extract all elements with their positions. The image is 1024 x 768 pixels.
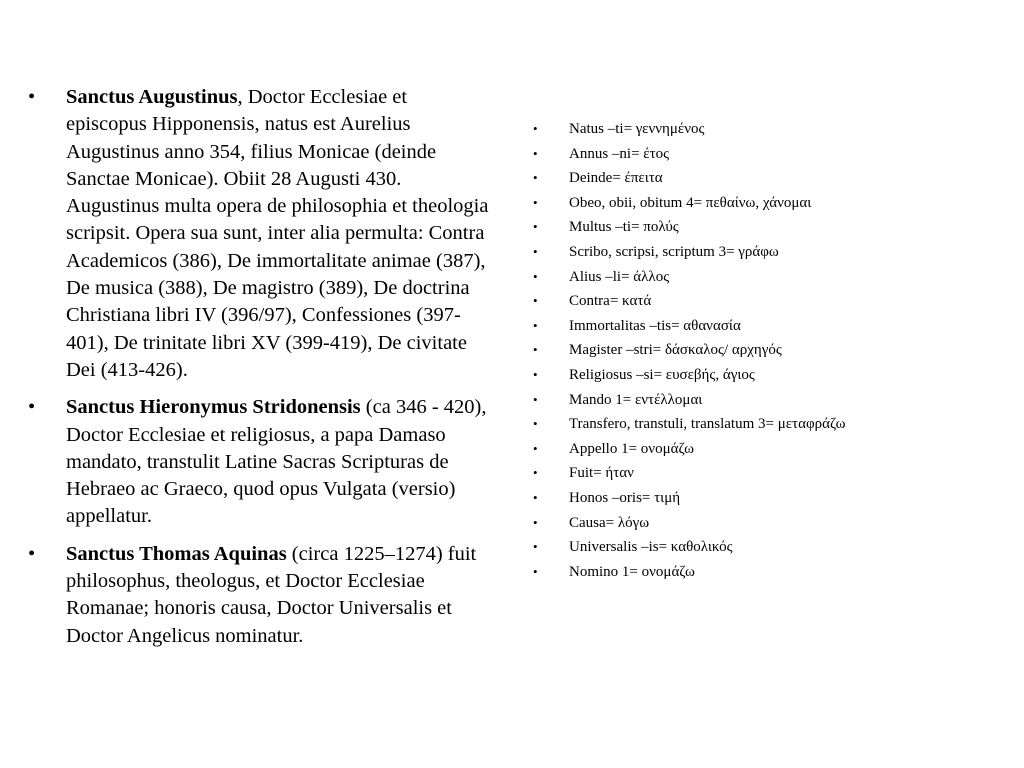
vocab-text: Natus –ti= γεννημένος xyxy=(569,121,705,137)
vocab-text: Transfero, transtuli, translatum 3= μεταφράζω xyxy=(569,416,846,433)
vocab-text: Honos –oris= τιμή xyxy=(569,489,681,506)
saints-list xyxy=(24,84,490,650)
saints-text-column xyxy=(24,84,490,660)
vocab-text: Deinde= έπειτα xyxy=(569,170,663,187)
bullet: • xyxy=(28,542,36,565)
saint-description: , Doctor Ecclesiae et episcopus Hipponensis, natus est Aurelius Augustinus anno 354, filius Monicae (deinde Sanctae Monicae). Obiit 28 Augusti 430. Augustinus multa opera de philosophia et theologia scripsit. Opera sua sunt, inter alia permulta: Contra Academicos (386), De immortalitate animae (387), De musica (388), De magistro (389), De doctrina Christiana libri IV (396/97), Confessiones (397-401), De trinitate libri XV (399-419), De civitate Dei (413-426). xyxy=(66,86,489,381)
vocab-item xyxy=(532,437,1002,462)
bullet: • xyxy=(533,293,538,309)
vocab-item xyxy=(532,461,1002,486)
vocab-text: Scribo, scripsi, scriptum 3= γράφω xyxy=(569,243,779,260)
bullet: • xyxy=(533,514,538,530)
vocab-text: Causa= λόγω xyxy=(569,514,650,531)
vocab-item xyxy=(532,142,1002,167)
bullet: • xyxy=(533,145,538,161)
saint-description: (circa 1225–1274) fuit philosophus, theologus, et Doctor Ecclesiae Romanae; honoris causa, Doctor Universalis et Doctor Angelicus nominatur. xyxy=(66,542,477,647)
vocab-item xyxy=(532,560,1002,585)
bullet: • xyxy=(533,416,538,432)
bullet: • xyxy=(533,219,538,235)
vocab-text: Appello 1= ονομάζω xyxy=(569,440,695,457)
bullet: • xyxy=(533,440,538,456)
vocab-item xyxy=(532,314,1002,339)
bullet: • xyxy=(533,268,538,284)
bullet: • xyxy=(533,489,538,505)
bullet: • xyxy=(533,342,538,358)
vocab-text: Magister –stri= δάσκαλος/ αρχηγός xyxy=(569,342,782,359)
saint-item-hieronymus xyxy=(24,394,490,530)
vocab-text: Religiosus –si= ευσεβής, άγιος xyxy=(569,366,755,383)
bullet: • xyxy=(533,563,538,579)
vocab-text: Multus –ti= πολύς xyxy=(569,219,679,236)
bullet: • xyxy=(533,317,538,333)
vocab-text: Obeo, obii, obitum 4= πεθαίνω, χάνομαι xyxy=(569,194,812,211)
bullet: • xyxy=(533,465,538,481)
vocab-text: Nomino 1= ονομάζω xyxy=(569,563,695,580)
saint-item-augustinus xyxy=(24,84,490,384)
vocabulary-column xyxy=(532,117,1002,584)
vocab-item xyxy=(532,486,1002,511)
saint-name: Sanctus Hieronymus Stridonensis xyxy=(66,396,361,419)
vocab-item xyxy=(532,338,1002,363)
bullet: • xyxy=(533,194,538,210)
vocab-text: Mando 1= εντέλλομαι xyxy=(569,391,703,408)
vocab-item xyxy=(532,388,1002,413)
vocab-item xyxy=(532,117,1002,142)
vocab-text: Fuit= ήταν xyxy=(569,465,634,482)
bullet: • xyxy=(28,396,36,419)
bullet: • xyxy=(533,243,538,259)
bullet: • xyxy=(533,391,538,407)
vocab-item xyxy=(532,265,1002,290)
vocab-text: Alius –li= άλλος xyxy=(569,268,670,285)
saint-description: (ca 346 - 420), Doctor Ecclesiae et religiosus, a papa Damaso mandato, transtulit Latine Sacras Scripturas de Hebraeo ac Graeco, quod opus Vulgata (versio) appellatur. xyxy=(66,396,487,528)
bullet: • xyxy=(533,170,538,186)
vocab-item xyxy=(532,535,1002,560)
vocab-item xyxy=(532,191,1002,216)
vocab-item xyxy=(532,412,1002,437)
vocab-text: Immortalitas –tis= αθανασία xyxy=(569,317,741,334)
vocab-item xyxy=(532,240,1002,265)
vocab-text: Universalis –is= καθολικός xyxy=(569,539,733,556)
bullet: • xyxy=(533,539,538,555)
vocab-item xyxy=(532,363,1002,388)
bullet: • xyxy=(533,121,538,136)
vocab-item xyxy=(532,215,1002,240)
saint-name: Sanctus Augustinus xyxy=(66,86,238,108)
bullet: • xyxy=(533,366,538,382)
saint-item-thomas xyxy=(24,541,490,650)
vocab-item xyxy=(532,166,1002,191)
vocab-item xyxy=(532,289,1002,314)
saint-name: Sanctus Thomas Aquinas xyxy=(66,542,287,565)
vocab-text: Annus –ni= έτος xyxy=(569,145,670,162)
bullet: • xyxy=(28,86,36,108)
vocab-item xyxy=(532,511,1002,536)
vocabulary-list xyxy=(532,117,1002,584)
vocab-text: Contra= κατά xyxy=(569,293,652,310)
